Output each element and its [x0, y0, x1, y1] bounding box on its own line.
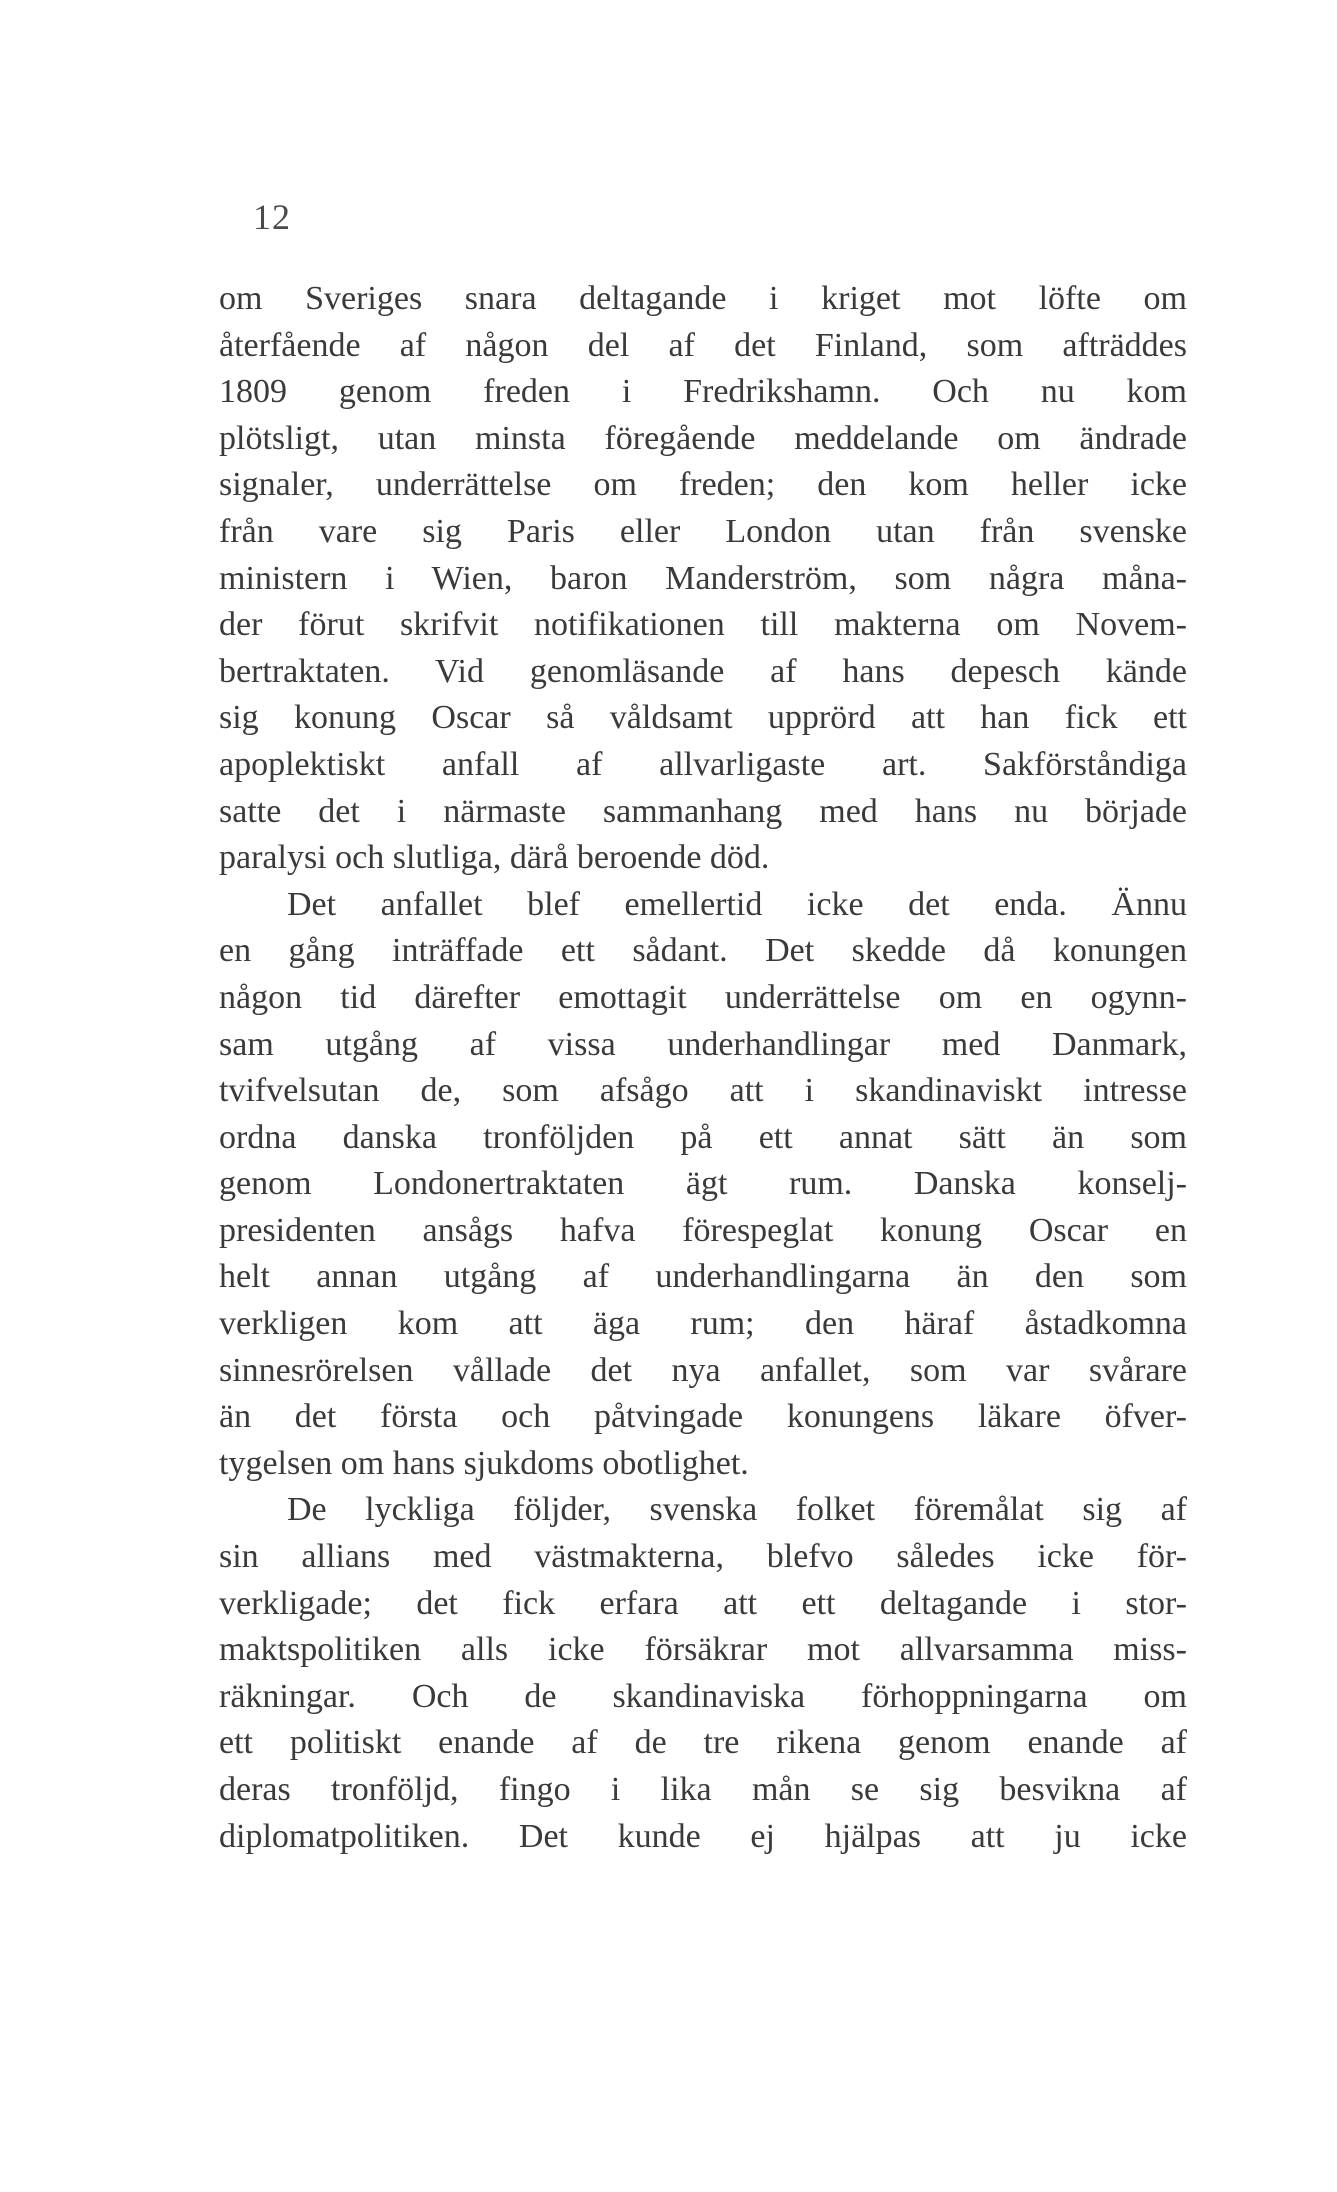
paragraph-end-line: paralysi och slutliga, därå beroende död.: [219, 839, 770, 877]
text-line: genom Londonertraktaten ägt rum. Danska konselj-: [219, 1165, 1187, 1203]
paragraph-end-line: tygelsen om hans sjukdoms obotlighet.: [219, 1444, 749, 1482]
text-line: sam utgång af vissa underhandlingar med Danmark,: [219, 1025, 1187, 1063]
text-line: om Sveriges snara deltagande i kriget mot löfte om: [219, 280, 1187, 317]
text-line: 1809 genom freden i Fredrikshamn. Och nu kom: [219, 373, 1187, 411]
text-line: någon tid därefter emottagit underrättelse om en ogynn-: [219, 978, 1187, 1016]
text-line: en gång inträffade ett sådant. Det skedde då konungen: [219, 932, 1187, 970]
text-line: ministern i Wien, baron Manderström, som några måna-: [219, 559, 1187, 597]
text-line: presidenten ansågs hafva förespeglat konung Oscar en: [219, 1211, 1187, 1249]
text-line: deras tronföljd, fingo i lika mån se sig besvikna af: [219, 1771, 1187, 1808]
text-line: än det första och påtvingade konungens läkare öfver-: [219, 1398, 1187, 1436]
text-line: signaler, underrättelse om freden; den kom heller icke: [219, 466, 1187, 504]
paragraph-start-line: Det anfallet blef emellertid icke det enda. Ännu: [287, 885, 1187, 923]
text-line: bertraktaten. Vid genomläsande af hans depesch kände: [219, 652, 1187, 690]
text-line: apoplektiskt anfall af allvarligaste art. Sakförståndiga: [219, 745, 1187, 783]
text-line: ett politiskt enande af de tre rikena genom enande af: [219, 1724, 1187, 1762]
text-line: helt annan utgång af underhandlingarna än den som: [219, 1258, 1187, 1296]
body-text: [219, 276, 1187, 1860]
text-line: räkningar. Och de skandinaviska förhoppningarna om: [219, 1677, 1187, 1715]
text-line: der förut skrifvit notifikationen till makterna om Novem-: [219, 606, 1187, 644]
text-line: verkligen kom att äga rum; den häraf åstadkomna: [219, 1305, 1187, 1343]
text-line: sinnesrörelsen vållade det nya anfallet, som var svårare: [219, 1351, 1187, 1389]
text-line: verkligade; det fick erfara att ett deltagande i stor-: [219, 1584, 1187, 1622]
text-line: återfående af någon del af det Finland, som afträddes: [219, 326, 1187, 364]
text-line: sig konung Oscar så våldsamt upprörd att han fick ett: [219, 699, 1187, 737]
text-line: sin allians med västmakterna, blefvo således icke för-: [219, 1538, 1187, 1576]
paragraph-start-line: De lyckliga följder, svenska folket föremålat sig af: [287, 1491, 1187, 1529]
page-number: 12: [253, 197, 291, 237]
text-line: tvifvelsutan de, som afsågo att i skandinaviskt intresse: [219, 1072, 1187, 1110]
text-line: maktspolitiken alls icke försäkrar mot allvarsamma miss-: [219, 1631, 1187, 1669]
text-line: från vare sig Paris eller London utan från svenske: [219, 512, 1187, 550]
text-line: diplomatpolitiken. Det kunde ej hjälpas att ju icke: [219, 1817, 1187, 1855]
text-line: plötsligt, utan minsta föregående meddelande om ändrade: [219, 419, 1187, 457]
text-line: satte det i närmaste sammanhang med hans nu började: [219, 792, 1187, 830]
text-line: ordna danska tronföljden på ett annat sätt än som: [219, 1118, 1187, 1156]
